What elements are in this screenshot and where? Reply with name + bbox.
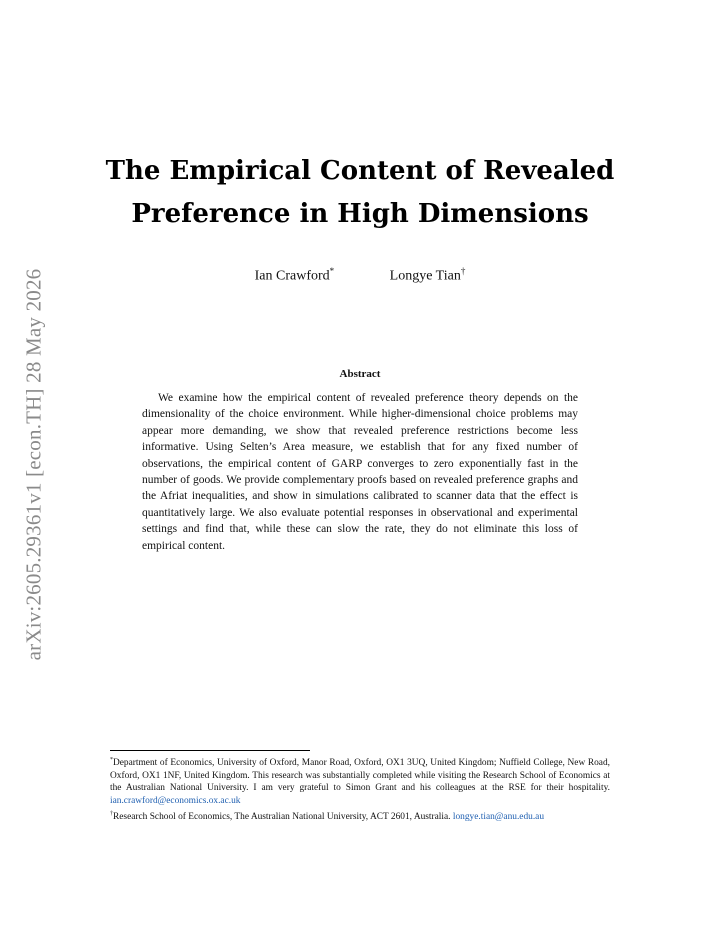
footnote-2 (110, 808, 610, 824)
author-2-footnote-mark[interactable]: † (460, 266, 466, 276)
author-1 (255, 266, 335, 285)
abstract-text: We examine how the empirical content of revealed preference theory depends on the dimensionality of the choice environment. While higher-dimensional choice problems may appear more demanding, we show that revealed preference restrictions become less informative. Using Selten’s Area measure, we establish that for any fixed number of observations, the empirical content of GARP converges to zero exponentially fast in the number of goods. We provide complementary proofs based on revealed preference graphs and the Afriat inequalities, and show in simulations calibrated to scanner data that the effect is quantitatively large. We also evaluate potential responses in observational and experimental settings and find that, while these can slow the rate, they do not eliminate this loss of empirical content. (142, 392, 578, 552)
title-line-1: The Empirical Content of Revealed (105, 156, 615, 186)
paper-title (80, 150, 640, 236)
footnote-2-email-link[interactable]: longye.tian@anu.edu.au (452, 811, 545, 822)
footnote-1-mark: * (110, 757, 113, 763)
author-1-footnote-mark[interactable]: * (329, 266, 335, 276)
title-line-2: Preference in High Dimensions (131, 199, 589, 229)
author-2-name: Longye Tian (389, 268, 461, 284)
footnote-divider (110, 750, 310, 751)
footnote-1 (110, 754, 610, 808)
footnote-1-text: Department of Economics, University of Oxford, Manor Road, Oxford, OX1 3UQ, United Kingdom; Nuffield College, New Road, Oxford, OX1 1NF, United Kingdom. This research was substantially completed while visiting the Research School of Economics at the Australian National University. I am very grateful to Simon Grant and his colleagues at the RSE for their hospitality. (110, 758, 610, 794)
author-1-name: Ian Crawford (254, 268, 330, 284)
footnote-2-text: Research School of Economics, The Australian National University, ACT 2601, Australia. (113, 811, 451, 822)
abstract-heading: Abstract (339, 368, 381, 380)
arxiv-stamp-text: arXiv:2605.29361v1 [econ.TH] 28 May 2026 (21, 268, 46, 660)
footnote-1-email-link[interactable]: ian.crawford@economics.ox.ac.uk (110, 795, 241, 806)
footnote-2-mark: † (110, 810, 113, 817)
footnotes (110, 754, 610, 823)
author-2 (390, 266, 466, 285)
author-list (0, 266, 720, 285)
arxiv-identifier-stamp (14, 244, 54, 684)
